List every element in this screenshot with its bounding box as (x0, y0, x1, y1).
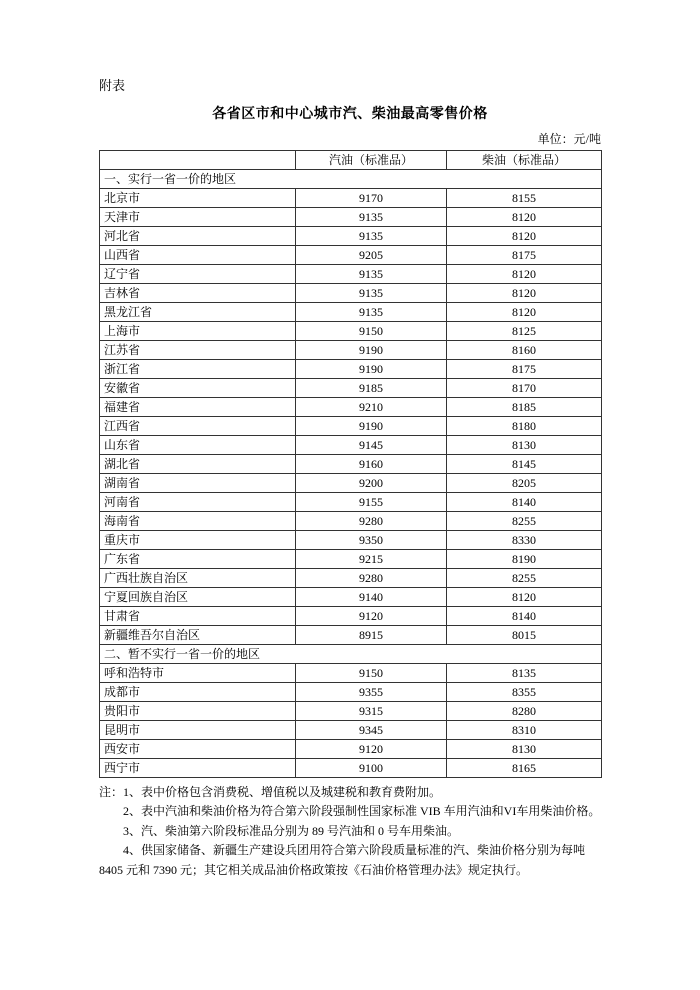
table-row (100, 740, 602, 759)
gasoline-price: 9135 (296, 284, 447, 303)
diesel-price: 8125 (447, 322, 602, 341)
gasoline-price: 9205 (296, 246, 447, 265)
table-row (100, 322, 602, 341)
region-name: 广西壮族自治区 (100, 569, 296, 588)
table-row (100, 550, 602, 569)
region-name: 吉林省 (100, 284, 296, 303)
table-row (100, 455, 602, 474)
region-name: 江苏省 (100, 341, 296, 360)
table-row (100, 512, 602, 531)
table-row (100, 379, 602, 398)
region-name: 上海市 (100, 322, 296, 341)
region-name: 浙江省 (100, 360, 296, 379)
note-line: 2、表中汽油和柴油价格为符合第六阶段强制性国家标准 VIB 车用汽油和VI车用柴油价格。 (123, 804, 601, 819)
table-row (100, 493, 602, 512)
gasoline-price: 9200 (296, 474, 447, 493)
region-name: 西宁市 (100, 759, 296, 778)
table-row (100, 417, 602, 436)
gasoline-price: 9350 (296, 531, 447, 550)
gasoline-price: 9215 (296, 550, 447, 569)
section-header: 一、实行一省一价的地区 (100, 170, 602, 189)
diesel-price: 8120 (447, 303, 602, 322)
gasoline-price: 9160 (296, 455, 447, 474)
gasoline-price: 9120 (296, 740, 447, 759)
region-name: 贵阳市 (100, 702, 296, 721)
note-line: 注：1、表中价格包含消费税、增值税以及城建税和教育费附加。 (99, 785, 442, 799)
gasoline-price: 9135 (296, 303, 447, 322)
diesel-price: 8120 (447, 265, 602, 284)
region-name: 新疆维吾尔自治区 (100, 626, 296, 645)
region-name: 河南省 (100, 493, 296, 512)
table-row (100, 341, 602, 360)
page-title: 各省区市和中心城市汽、柴油最高零售价格 (212, 107, 488, 122)
diesel-price: 8255 (447, 512, 602, 531)
diesel-price: 8175 (447, 246, 602, 265)
table-row (100, 531, 602, 550)
table-row (100, 284, 602, 303)
gasoline-price: 9190 (296, 341, 447, 360)
diesel-price: 8145 (447, 455, 602, 474)
region-name: 江西省 (100, 417, 296, 436)
diesel-price: 8310 (447, 721, 602, 740)
gasoline-price: 9145 (296, 436, 447, 455)
region-name: 福建省 (100, 398, 296, 417)
region-name: 黑龙江省 (100, 303, 296, 322)
diesel-price: 8140 (447, 607, 602, 626)
table-row (100, 474, 602, 493)
table-header-row (100, 151, 602, 170)
gasoline-price: 9150 (296, 664, 447, 683)
gasoline-price: 9135 (296, 265, 447, 284)
diesel-price: 8130 (447, 436, 602, 455)
table-row (100, 759, 602, 778)
table-row (100, 721, 602, 740)
region-name: 湖北省 (100, 455, 296, 474)
region-name: 山东省 (100, 436, 296, 455)
gasoline-price: 9135 (296, 227, 447, 246)
table-row (100, 588, 602, 607)
table-row (100, 626, 602, 645)
region-name: 成都市 (100, 683, 296, 702)
diesel-price: 8170 (447, 379, 602, 398)
diesel-price: 8120 (447, 227, 602, 246)
region-name: 辽宁省 (100, 265, 296, 284)
diesel-price: 8165 (447, 759, 602, 778)
diesel-price: 8120 (447, 208, 602, 227)
diesel-price: 8190 (447, 550, 602, 569)
region-name: 昆明市 (100, 721, 296, 740)
table-row (100, 246, 602, 265)
region-name: 北京市 (100, 189, 296, 208)
region-name: 海南省 (100, 512, 296, 531)
unit-label: 单位：元/吨 (537, 132, 601, 146)
table-row (100, 208, 602, 227)
region-name: 重庆市 (100, 531, 296, 550)
diesel-price: 8280 (447, 702, 602, 721)
diesel-price: 8135 (447, 664, 602, 683)
diesel-price: 8255 (447, 569, 602, 588)
region-column-header (100, 151, 296, 170)
table-row (100, 265, 602, 284)
diesel-price: 8155 (447, 189, 602, 208)
table-row (100, 683, 602, 702)
note-line: 4、供国家储备、新疆生产建设兵团用符合第六阶段质量标准的汽、柴油价格分别为每吨 8405 元和 7390 元；其它相关成品油价格政策按《石油价格管理办法》规定执行。 (99, 843, 586, 877)
section-header: 二、暂不实行一省一价的地区 (100, 645, 602, 664)
table-row (100, 398, 602, 417)
diesel-price: 8130 (447, 740, 602, 759)
table-row (100, 664, 602, 683)
gasoline-price: 9190 (296, 360, 447, 379)
region-name: 宁夏回族自治区 (100, 588, 296, 607)
gasoline-price: 9355 (296, 683, 447, 702)
gasoline-price: 9315 (296, 702, 447, 721)
region-name: 甘肃省 (100, 607, 296, 626)
gasoline-price: 9100 (296, 759, 447, 778)
gasoline-price: 9185 (296, 379, 447, 398)
diesel-price: 8180 (447, 417, 602, 436)
price-table-body (100, 170, 602, 778)
gasoline-price: 8915 (296, 626, 447, 645)
diesel-price: 8120 (447, 284, 602, 303)
gasoline-price: 9210 (296, 398, 447, 417)
table-row (100, 607, 602, 626)
region-name: 河北省 (100, 227, 296, 246)
diesel-price: 8330 (447, 531, 602, 550)
diesel-price: 8355 (447, 683, 602, 702)
gasoline-price: 9140 (296, 588, 447, 607)
table-row (100, 569, 602, 588)
diesel-price: 8205 (447, 474, 602, 493)
note-line: 3、汽、柴油第六阶段标准品分别为 89 号汽油和 0 号车用柴油。 (123, 823, 460, 838)
section-header-row (100, 170, 602, 189)
gasoline-price: 9150 (296, 322, 447, 341)
gasoline-price: 9345 (296, 721, 447, 740)
gasoline-column-header: 汽油（标准品） (296, 151, 447, 170)
gasoline-price: 9120 (296, 607, 447, 626)
price-table (99, 150, 602, 778)
gasoline-price: 9170 (296, 189, 447, 208)
gasoline-price: 9280 (296, 569, 447, 588)
table-row (100, 360, 602, 379)
diesel-price: 8015 (447, 626, 602, 645)
table-row (100, 189, 602, 208)
table-row (100, 702, 602, 721)
gasoline-price: 9190 (296, 417, 447, 436)
diesel-price: 8160 (447, 341, 602, 360)
region-name: 西安市 (100, 740, 296, 759)
region-name: 呼和浩特市 (100, 664, 296, 683)
diesel-price: 8175 (447, 360, 602, 379)
gasoline-price: 9135 (296, 208, 447, 227)
diesel-price: 8185 (447, 398, 602, 417)
region-name: 安徽省 (100, 379, 296, 398)
notes (99, 783, 601, 880)
region-name: 山西省 (100, 246, 296, 265)
diesel-price: 8120 (447, 588, 602, 607)
gasoline-price: 9280 (296, 512, 447, 531)
gasoline-price: 9155 (296, 493, 447, 512)
region-name: 广东省 (100, 550, 296, 569)
table-row (100, 303, 602, 322)
diesel-column-header: 柴油（标准品） (447, 151, 602, 170)
diesel-price: 8140 (447, 493, 602, 512)
section-header-row (100, 645, 602, 664)
appendix-label: 附表 (99, 78, 126, 93)
region-name: 湖南省 (100, 474, 296, 493)
table-row (100, 436, 602, 455)
document-content (99, 75, 601, 880)
table-row (100, 227, 602, 246)
region-name: 天津市 (100, 208, 296, 227)
